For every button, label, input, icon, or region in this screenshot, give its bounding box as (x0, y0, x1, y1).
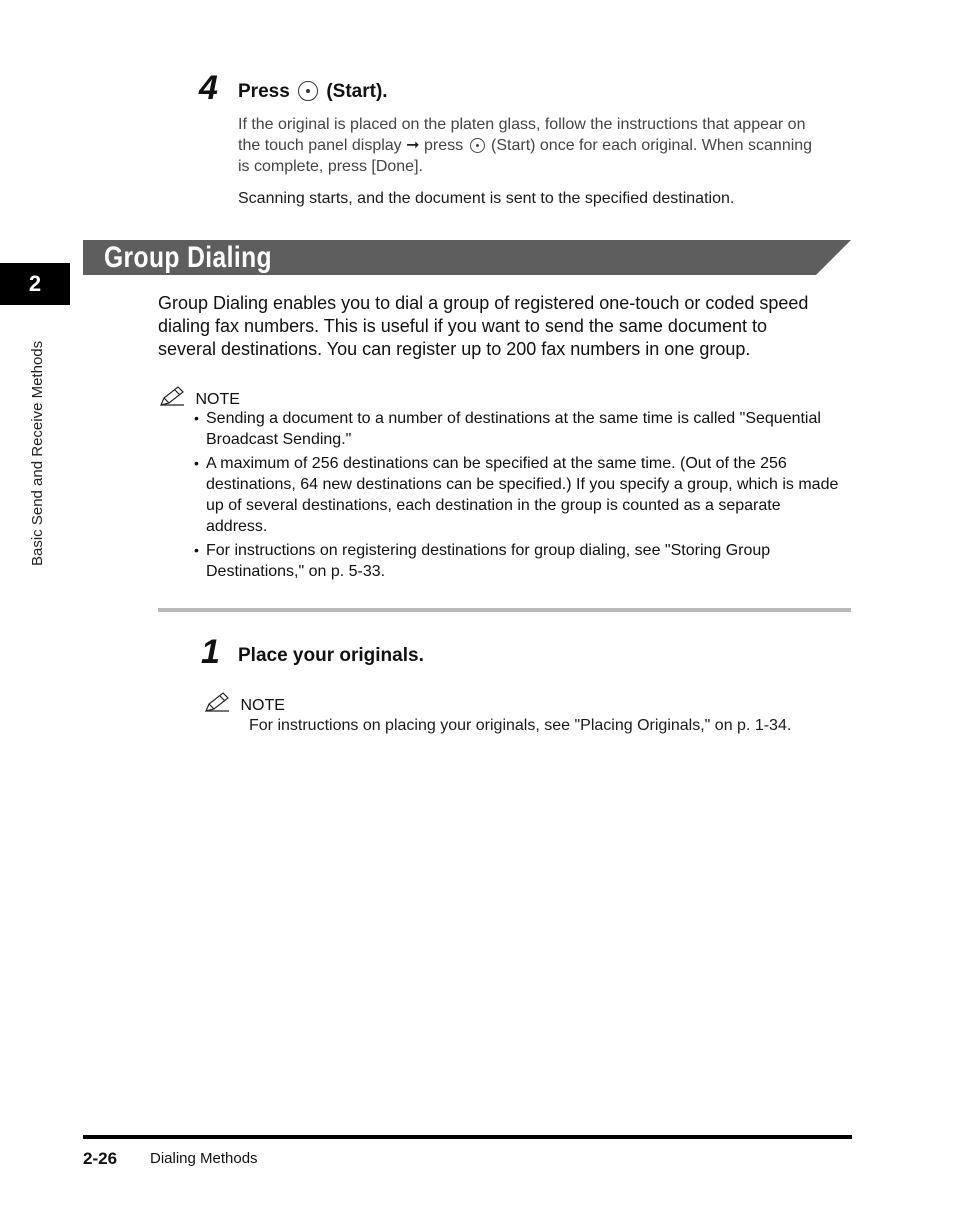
note-bullet (194, 408, 854, 450)
bullet-line: • For instructions on registering destinations for group dialing, see "Storing Group (206, 542, 771, 559)
step-detail-line: If the original is placed on the platen glass, follow the instructions that appear on (238, 116, 806, 133)
bullet-line: destinations, 64 new destinations can be specified.) If you specify a group, which is made (206, 476, 839, 493)
bullet-line: address. (206, 518, 268, 535)
bullet-line: • A maximum of 256 destinations can be specified at the same time. (Out of the 256 (206, 455, 787, 472)
chapter-tab: 2 (0, 263, 70, 305)
step-detail-text: press (423, 137, 464, 154)
step-detail (238, 114, 858, 177)
note-bullet (194, 540, 854, 582)
footer-rule (83, 1135, 852, 1139)
note-text: For instructions on placing your originals, see "Placing Originals," on p. 1-34. (249, 717, 792, 734)
note-pencil-icon (158, 385, 186, 409)
note-bullet (194, 453, 854, 537)
start-button-icon (298, 81, 318, 101)
step-number: 1 (201, 633, 220, 671)
step-title-prefix: Press (238, 81, 290, 102)
intro-line: several destinations. You can register up to 200 fax numbers in one group. (158, 339, 751, 359)
page-number: 2-26 (83, 1149, 118, 1168)
section-intro (158, 292, 858, 361)
step-detail-line (238, 135, 858, 156)
note-label: NOTE (240, 697, 285, 714)
chapter-side-label: Basic Send and Receive Methods (29, 340, 46, 566)
step-detail-line: is complete, press [Done]. (238, 158, 423, 175)
note-header (158, 385, 240, 410)
note-label: NOTE (195, 391, 240, 408)
step-result: Scanning starts, and the document is sent to the specified destination. (238, 190, 735, 207)
start-button-icon (470, 138, 485, 153)
section-divider (158, 608, 851, 612)
step-title-suffix: (Start). (326, 81, 388, 102)
intro-line: dialing fax numbers. This is useful if you want to send the same document to (158, 316, 767, 336)
note-bullets (194, 408, 854, 585)
note-pencil-icon (203, 691, 231, 715)
step-title (238, 80, 388, 104)
step-title: Place your originals. (238, 645, 424, 666)
bullet-line: • Sending a document to a number of destinations at the same time is called "Sequential (206, 410, 821, 427)
step-detail-text: (Start) once for each original. When scanning (491, 137, 813, 154)
intro-line: Group Dialing enables you to dial a group of registered one-touch or coded speed (158, 293, 809, 313)
step-detail-text: the touch panel display (238, 137, 402, 154)
arrow-icon: ➞ (406, 137, 420, 154)
note-header (203, 691, 285, 716)
bullet-line: up of several destinations, each destination in the group is counted as a separate (206, 497, 781, 514)
section-title: Group Dialing (104, 241, 272, 274)
step-number: 4 (199, 69, 218, 107)
bullet-line: Broadcast Sending." (206, 431, 352, 448)
bullet-line: Destinations," on p. 5-33. (206, 563, 386, 580)
footer-section-name: Dialing Methods (150, 1150, 258, 1167)
